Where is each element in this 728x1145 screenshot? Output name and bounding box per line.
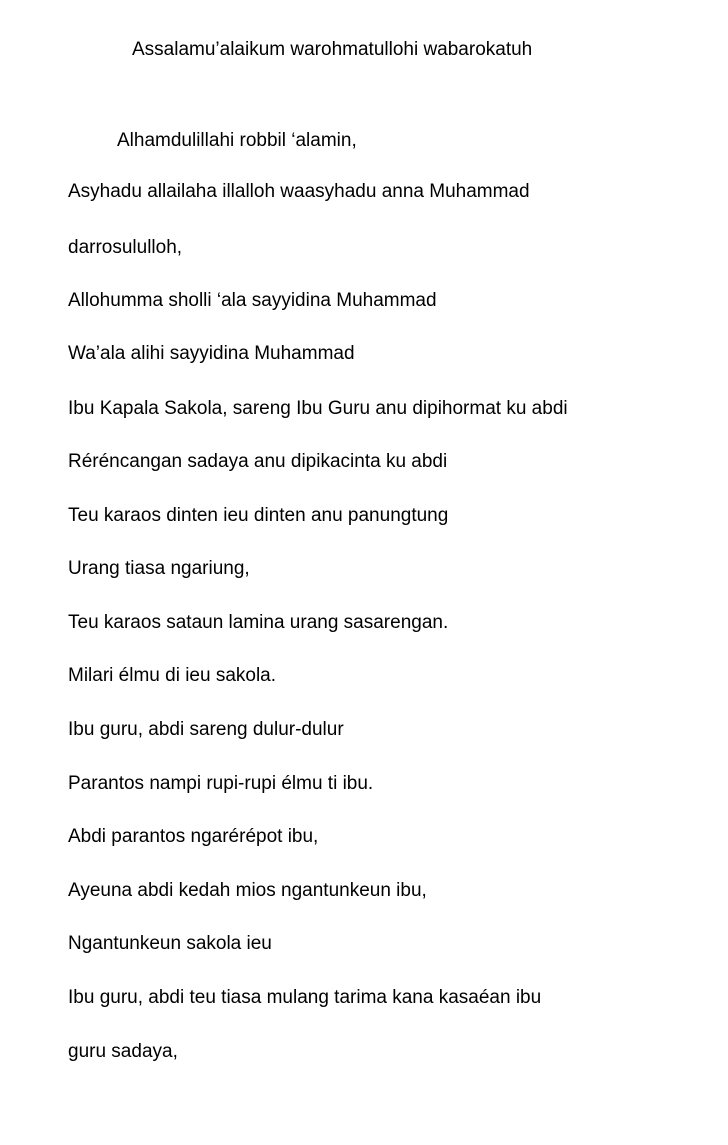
text-line: Ibu guru, abdi teu tiasa mulang tarima kana kasaéan ibu bbox=[68, 987, 542, 1008]
opening-line: Alhamdulillahi robbil ‘alamin, bbox=[117, 130, 357, 151]
greeting-line: Assalamu’alaikum warohmatullohi wabarokatuh bbox=[132, 39, 533, 60]
text-line: guru sadaya, bbox=[68, 1041, 178, 1062]
text-line: Allohumma sholli ‘ala sayyidina Muhammad bbox=[68, 290, 437, 311]
text-line: Ibu Kapala Sakola, sareng Ibu Guru anu dipihormat ku abdi bbox=[68, 398, 568, 419]
text-line: Teu karaos sataun lamina urang sasarengan. bbox=[68, 612, 449, 633]
text-line: Ayeuna abdi kedah mios ngantunkeun ibu, bbox=[68, 880, 427, 901]
text-line: Ngantunkeun sakola ieu bbox=[68, 933, 272, 954]
text-line: Wa’ala alihi sayyidina Muhammad bbox=[68, 343, 355, 364]
text-line: Réréncangan sadaya anu dipikacinta ku abdi bbox=[68, 451, 448, 472]
text-line: Ibu guru, abdi sareng dulur-dulur bbox=[68, 719, 344, 740]
text-line: Urang tiasa ngariung, bbox=[68, 558, 250, 579]
text-line: Milari élmu di ieu sakola. bbox=[68, 665, 277, 686]
text-line: Parantos nampi rupi-rupi élmu ti ibu. bbox=[68, 773, 374, 794]
text-line: darrosululloh, bbox=[68, 237, 183, 258]
text-line: Teu karaos dinten ieu dinten anu panungtung bbox=[68, 505, 449, 526]
text-line: Asyhadu allailaha illalloh waasyhadu anna Muhammad bbox=[68, 181, 530, 202]
text-line: Abdi parantos ngarérépot ibu, bbox=[68, 826, 319, 847]
